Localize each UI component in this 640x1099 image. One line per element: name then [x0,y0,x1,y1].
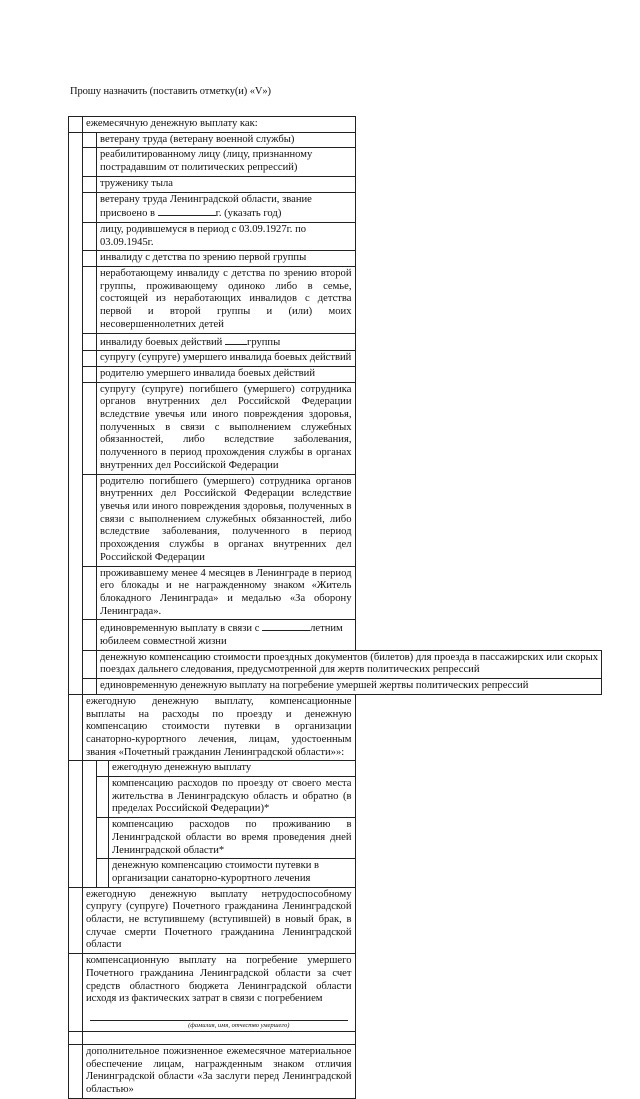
checkbox-spouse-payment[interactable] [69,887,83,954]
honorary-option-label: денежную компенсацию стоимости путевки в организации санаторно-курортного лечения [109,859,356,887]
option-label: родителю погибшего (умершего) сотрудника органов внутренних дел Российской Федерации вследствие увечья или иного повреждения здоровья, полученных в связи с выполнением служебных обязанностей, либо вследствие заболевания, полученного в период прохождения службы в органах внутренних дел Российской Федерации [97,474,356,566]
option-label: ветерану труда (ветерану военной службы) [97,132,356,148]
checkbox-item[interactable] [83,176,97,192]
monthly-group-spacer [69,132,83,694]
deceased-name-caption: (фамилия, имя, отчество умершего) [188,1022,290,1029]
jubilee-blank[interactable] [262,621,310,631]
group-blank[interactable] [225,335,247,345]
year-blank[interactable] [158,206,216,216]
checkbox-honorary-item[interactable] [97,761,109,777]
checkbox-travel-comp[interactable] [83,650,97,678]
honorary-option-label: компенсацию расходов по проезду от своего места жительства в Ленинградскую область и обратно (в пределах Российской Федерации)* [109,777,356,818]
checkbox-jubilee[interactable] [83,620,97,650]
checkbox-monthly[interactable] [69,117,83,133]
honorary-title: ежегодную денежную выплату, компенсационные выплаты на расходы по проезду и денежную компенсацию стоимости путевки в организации санаторно-курортного лечения, лицам, удостоенным звания «Почетный гражданин Ленинградской области»»: [83,694,356,761]
checkbox-burial-honorary[interactable] [69,954,83,1032]
checkbox-item[interactable] [83,474,97,566]
checkbox-item[interactable] [83,132,97,148]
option-label-year: ветерану труда Ленинградской области, звание присвоено в г. (указать год) [97,192,356,222]
checkbox-item[interactable] [83,148,97,176]
honorary-group-spacer [69,761,83,887]
checkbox-honorary-item[interactable] [97,818,109,859]
honorary-option-label: ежегодную денежную выплату [109,761,356,777]
monthly-title: ежемесячную денежную выплату как: [83,117,356,133]
checkbox-item[interactable] [83,351,97,367]
checkbox-item[interactable] [83,251,97,267]
checkbox-honorary-item[interactable] [97,859,109,887]
form-heading: Прошу назначить (поставить отметку(и) «V») [70,86,271,97]
option-label: супругу (супруге) погибшего (умершего) сотрудника органов внутренних дел Российской Федерации вследствие увечья или иного повреждения здоровья, полученных в связи с выполнением служебных обязанностей, либо вследствие заболевания, полученного в период прохождения службы в органах внутренних дел Российской Федерации [97,382,356,474]
lifetime-support-label: дополнительное пожизненное ежемесячное материальное обеспечение лицам, награжденным знаком отличия Ленинградской области «За заслуги перед Ленинградской областью» [83,1044,356,1098]
spacer-cell [69,1031,83,1044]
checkbox-item[interactable] [83,192,97,222]
checkbox-lifetime-support[interactable] [69,1044,83,1098]
option-label: неработающему инвалиду с детства по зрению второй группы, проживающему одиноко либо в семье, состоящей из неработающих инвалидов с детства первой и второй группы и (или) моих несовершеннолетних детей [97,267,356,334]
burial-repression-label: единовременную денежную выплату на погребение умершей жертвы политических репрессий [97,679,602,695]
checkbox-item[interactable] [83,222,97,250]
option-label: проживавшему менее 4 месяцев в Ленинграде в период его блокады и не награжденному знаком «Житель блокадного Ленинграда» и медалью «За оборону Ленинграда». [97,566,356,620]
option-label: родителю умершего инвалида боевых действий [97,366,356,382]
checkbox-item[interactable] [83,366,97,382]
checkbox-item[interactable] [83,333,97,351]
option-label: реабилитированному лицу (лицу, признанному пострадавшим от политических репрессий) [97,148,356,176]
honorary-option-label: компенсацию расходов по проживанию в Ленинградской области во время проведения дней Ленинградской области* [109,818,356,859]
option-label: инвалиду с детства по зрению первой группы [97,251,356,267]
option-label: труженику тыла [97,176,356,192]
deceased-name-line[interactable] [90,1020,348,1021]
checkbox-item[interactable] [83,267,97,334]
spacer-cell [83,1031,356,1044]
checkbox-honorary-item[interactable] [97,777,109,818]
checkbox-honorary[interactable] [69,694,83,761]
option-label-group: инвалиду боевых действий группы [97,333,356,351]
spouse-payment-label: ежегодную денежную выплату нетрудоспособному супругу (супруге) Почетного гражданина Ленинградской области, не вступившему (вступившей) в новый брак, в случае смерти Почетного гражданина Ленинградской области [83,887,356,954]
honorary-group-inner-spacer [83,761,97,887]
burial-honorary-label: компенсационную выплату на погребение умершего Почетного гражданина Ленинградской области за счет средств областного бюджета Ленинградской области исходя из фактических затрат в связи с погребением [86,955,352,1005]
burial-honorary-cell [83,954,356,1032]
jubilee-label: единовременную выплату в связи с летним юбилеем совместной жизни [97,620,356,650]
checkbox-item[interactable] [83,382,97,474]
option-label: лицу, родившемуся в период с 03.09.1927г. по 03.09.1945г. [97,222,356,250]
travel-comp-label: денежную компенсацию стоимости проездных документов (билетов) для проезда в пассажирских или скорых поездах дальнего следования, предусмотренной для жертв политических репрессий [97,650,602,678]
checkbox-item[interactable] [83,566,97,620]
checkbox-burial-repression[interactable] [83,679,97,695]
benefits-table [68,116,602,1099]
option-label: супругу (супруге) умершего инвалида боевых действий [97,351,356,367]
